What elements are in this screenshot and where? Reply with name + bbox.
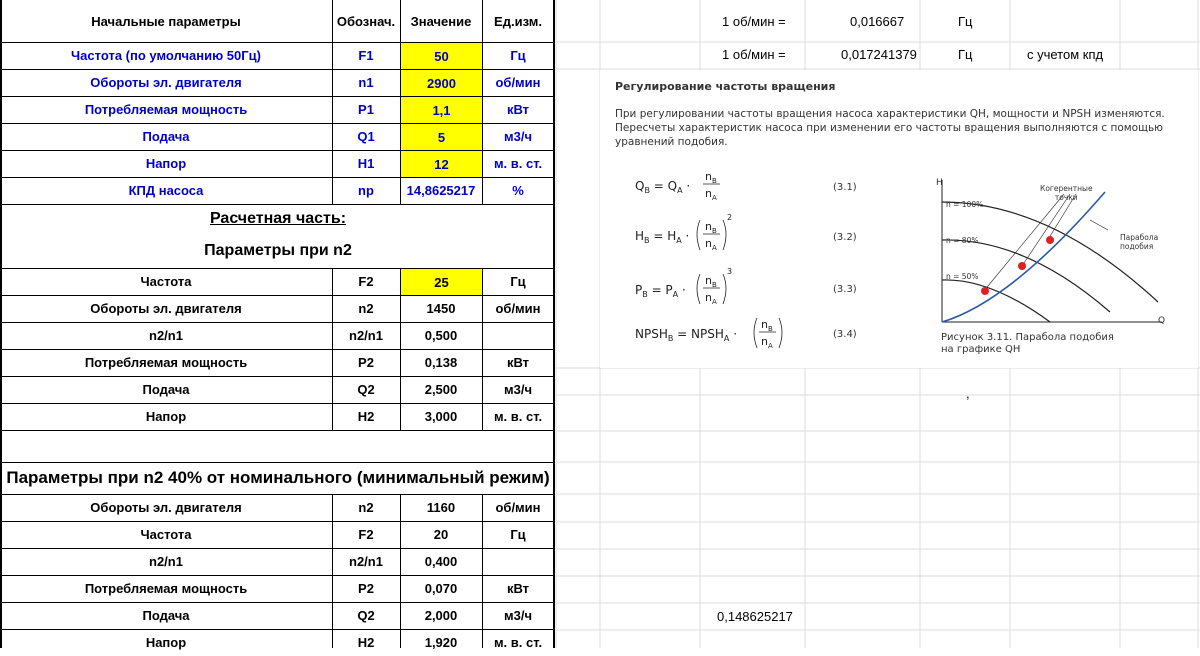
table-row-unit: об/мин <box>495 500 541 515</box>
table-row-unit: м. в. ст. <box>493 635 543 650</box>
table-row-symbol: n1 <box>358 75 374 90</box>
svg-text:nA: $n_A$ <box>761 335 773 350</box>
axis-q-label: Q <box>1158 316 1166 326</box>
parabola-label <box>1120 233 1158 251</box>
parabola-label-line-2: подобия <box>1120 242 1154 251</box>
table-row-name: Частота <box>140 274 192 289</box>
table-row-unit: Гц <box>510 527 526 542</box>
conversion-label-1: 1 об/мин = <box>722 14 786 29</box>
header-unit: Ед.изм. <box>494 13 542 29</box>
table-row-name: Потребляемая мощность <box>84 355 248 370</box>
table-row-symbol: F1 <box>358 48 374 63</box>
figure-caption <box>941 332 1114 356</box>
conversion-unit-2: Гц <box>958 47 973 62</box>
table-row-symbol: Q2 <box>357 382 375 397</box>
min-section-title: Параметры при n2 40% от номинального (минимальный режим) <box>6 468 550 487</box>
table-row-symbol: n2 <box>358 500 374 515</box>
table-row-unit: Гц <box>510 48 526 63</box>
table-row-symbol: P1 <box>358 102 374 117</box>
curve-label-100: n = 100% <box>946 200 984 209</box>
header-symbol: Обознач. <box>336 13 396 29</box>
svg-text:nA: $n_A$ <box>705 237 717 252</box>
similarity-equations <box>630 168 810 363</box>
coherent-label-line-2: точки <box>1054 193 1078 202</box>
article-paragraph-1: При регулировании частоты вращения насоса характеристики QH, мощности и NPSH изменяются. <box>615 108 1165 120</box>
svg-text:nB: $n_B$ <box>705 274 717 289</box>
stray-value: 0,148625217 <box>717 609 793 624</box>
input-cell-value[interactable]: 12 <box>401 151 482 177</box>
svg-text:QB = QA ·: $Q_B = Q_A$ · <box>635 179 691 195</box>
table-row-symbol: n2 <box>358 301 374 316</box>
conversion-unit-1: Гц <box>958 14 973 29</box>
input-cell-value[interactable]: 50 <box>401 43 482 69</box>
table-row-name: Обороты эл. двигателя <box>90 500 242 515</box>
table-row-symbol: F2 <box>358 527 374 542</box>
equation-number: (3.1) <box>833 182 857 193</box>
table-row-symbol: H1 <box>357 156 375 171</box>
table-row-symbol: H2 <box>357 409 375 424</box>
table-row-unit: об/мин <box>495 75 541 90</box>
table-row-symbol: F2 <box>358 274 374 289</box>
input-cell-value[interactable]: 5 <box>401 124 482 150</box>
table-row-value: 2,000 <box>424 608 458 623</box>
table-row-name: n2/n1 <box>149 328 183 343</box>
svg-text:PB = PA ·: $P_B = P_A$ · <box>635 283 686 299</box>
table-row-name: Напор <box>145 409 187 424</box>
svg-text:NPSHB = NPSHA ·: $NPSH_B$ = $NPSH_A$ · <box>635 327 738 343</box>
conversion-value-2: 0,017241379 <box>841 47 917 62</box>
table-row-symbol: P2 <box>358 355 374 370</box>
table-row-name: Обороты эл. двигателя <box>90 75 242 90</box>
stray-comma: , <box>966 386 970 401</box>
header-value: Значение <box>410 13 472 29</box>
svg-text:3: 3 <box>727 267 733 276</box>
coherent-points-label <box>1040 184 1093 202</box>
conversion-value-1: 0,016667 <box>850 14 905 29</box>
table-row-value: 0,400 <box>424 554 458 569</box>
table-row-unit: об/мин <box>495 301 541 316</box>
article-paragraph-2: Пересчеты характеристик насоса при изменении его частоты вращения выполняются с помощью <box>615 122 1164 134</box>
caption-line-2: на графике QH <box>941 344 1021 355</box>
article-heading: Регулирование частоты вращения <box>615 80 836 93</box>
table-row-symbol: Q2 <box>357 608 375 623</box>
svg-text:nB: $n_B$ <box>761 318 773 333</box>
header-name: Начальные параметры <box>91 13 241 29</box>
similarity-laws-figure <box>600 70 1198 368</box>
table-row-name: Подача <box>142 129 190 144</box>
table-row-symbol: n2/n1 <box>349 554 383 569</box>
svg-text:nA: $n_A$ <box>705 187 717 202</box>
table-row-unit: м. в. ст. <box>493 156 543 171</box>
table-row-unit: м. в. ст. <box>493 409 543 424</box>
table-row-name: Подача <box>142 382 190 397</box>
table-row-unit: Гц <box>510 274 526 289</box>
table-row-symbol: P2 <box>358 581 374 596</box>
parabola-label-line-1: Парабола <box>1120 233 1159 242</box>
table-row-value: 20 <box>433 527 449 542</box>
conversion-note: с учетом кпд <box>1027 47 1104 62</box>
table-row-name: Напор <box>145 635 187 650</box>
article-paragraph-3: уравнений подобия. <box>615 136 728 148</box>
table-row-name: Потребляемая мощность <box>84 102 248 117</box>
parameters-table <box>0 0 556 648</box>
table-row-unit <box>482 548 554 575</box>
equation-number: (3.4) <box>833 329 857 340</box>
n2-section-title: Параметры при n2 <box>204 241 352 259</box>
table-row-unit: м3/ч <box>503 608 532 623</box>
equation-number: (3.2) <box>833 232 857 243</box>
table-row-unit: % <box>512 183 524 198</box>
table-row-name: Подача <box>142 608 190 623</box>
table-row-unit: м3/ч <box>503 382 532 397</box>
table-row-name: n2/n1 <box>149 554 183 569</box>
table-row-value: 3,000 <box>424 409 458 424</box>
table-row-symbol: Q1 <box>357 129 375 144</box>
svg-text:2: 2 <box>727 213 733 222</box>
table-row-symbol: H2 <box>357 635 375 650</box>
table-row-unit: кВт <box>506 102 530 117</box>
svg-text:HB = HA ·: $H_B = H_A$ · <box>635 229 690 245</box>
table-row-unit: кВт <box>506 355 530 370</box>
curve-label-50: n = 50% <box>946 272 979 281</box>
calc-section-title: Расчетная часть: <box>209 210 347 227</box>
table-row-name: Потребляемая мощность <box>84 581 248 596</box>
table-row-value: 1160 <box>426 500 456 515</box>
min-title-border <box>0 462 555 463</box>
table-row-symbol: np <box>358 183 374 198</box>
axis-h-label: H <box>936 178 943 188</box>
input-cell-value[interactable]: 1,1 <box>401 97 482 123</box>
caption-line-1: Рисунок 3.11. Парабола подобия <box>941 332 1114 343</box>
table-row-value: 1450 <box>426 301 456 316</box>
table-row-value: 0,070 <box>424 581 458 596</box>
table-row-value: 14,8625217 <box>406 183 476 198</box>
table-row-value: 0,500 <box>424 328 458 343</box>
curve-label-80: n = 80% <box>946 236 979 245</box>
equation-number: (3.3) <box>833 284 857 295</box>
input-cell-value[interactable]: 2900 <box>401 70 482 96</box>
svg-text:nA: $n_A$ <box>705 291 717 306</box>
table-row-value: 0,138 <box>424 355 458 370</box>
table-row-name: Частота (по умолчанию 50Гц) <box>71 48 261 63</box>
table-row-value: 1,920 <box>424 635 458 650</box>
table-row-name: КПД насоса <box>128 183 204 198</box>
table-row-unit <box>482 322 554 349</box>
svg-text:nB: $n_B$ <box>705 170 717 185</box>
table-row-name: Напор <box>145 156 187 171</box>
input-cell-value[interactable]: 25 <box>401 269 482 295</box>
svg-text:nB: $n_B$ <box>705 220 717 235</box>
table-row-name: Частота <box>140 527 192 542</box>
table-row-unit: кВт <box>506 581 530 596</box>
table-row-name: Обороты эл. двигателя <box>90 301 242 316</box>
table-row-symbol: n2/n1 <box>349 328 383 343</box>
coherent-label-line-1: Когерентные <box>1040 184 1093 193</box>
conversion-label-2: 1 об/мин = <box>722 47 786 62</box>
table-row-value: 2,500 <box>424 382 458 397</box>
table-row-unit: м3/ч <box>503 129 532 144</box>
